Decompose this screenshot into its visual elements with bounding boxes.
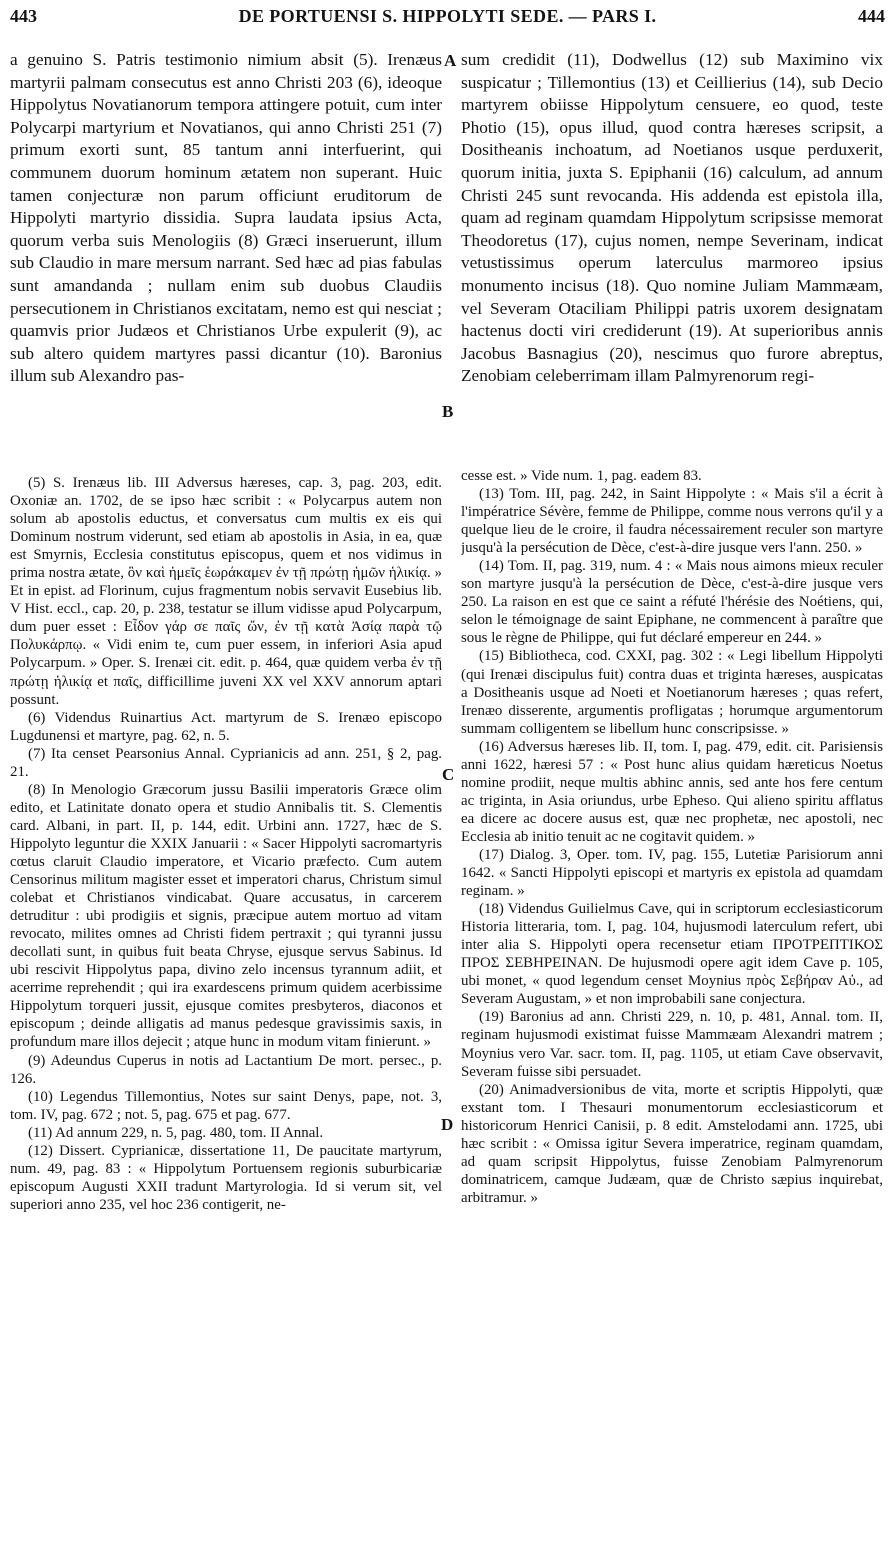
footnote-8: (8) In Menologio Græcorum jussu Basilii imperatoris Græce olim edito, et Latinitate donato opera et studio Annibalis tit. S. Clementis card. Albani, in part. II, p. 144, edit. Urbini ann. 1727, hæc de S. Hippolyto leguntur die XXIX Januarii : « Sacer Hippolyti sacromartyris cœtus claruit Claudio imperatore, et Vicario præfecto. Cum autem Censorinus militum magister esset et imperatori charus, Christum simul colebat et Christianos vindicabat. Quare accusatus, in carcerem detruditur : ubi prodigiis et signis, præcipue autem mortuo ad vitam revocato, milites omnes ad Christi fidem pertraxit ; qui tyranni jussu decollati sunt, in quibus fuit beata Chryse, ejusque servus Sabinus. Id ubi rescivit Hippolytus papa, divino zelo incensus tyrannum adiit, et acerrime reprehendit ; qui ira exardescens primum quidem acerbissime Hippolytum torqueri jussit, ejusque comites presbyteros, diaconos et episcopum ; deinde alligatis ad manus pedesque gravissimis saxis, in profundum mare illos dejecit ; atque hunc in modum vitam finierunt. » bbox=[10, 781, 442, 1051]
margin-letter-b: B bbox=[442, 402, 454, 421]
main-text-left: a genuino S. Patris testimonio nimium absit (5). Irenæus martyrii palmam consecutus est anno Christi 203 (6), ideoque Hippolytus Novatianorum tempora attingere potuit, cum inter Polycarpi martyrium et Novatianos, qui anno Christi 251 (7) primum exorti sunt, 85 tantum anni interfuerint, qui communem duorum hominum ætatem non superant. Huic tamen conjecturæ non parum officiunt eruditorum de Hippolyti martyrio dissidia. Supra laudata ipsius Acta, quorum verba suis Menologiis (8) Græci inseruerunt, illum sub Claudio in mare mersum narrant. Sed hæc ad pias fabulas sunt amandanda ; nullam enim sub duobus Claudiis persecutionem in Christianos excitatam, nemo est qui nesciat ; quamvis prior Judæos et Christianos Urbe expulerit (9), ac sub altero quidem martyres passi dicantur (10). Baronius illum sub Alexandro pas- bbox=[10, 50, 442, 386]
page-number-right: 444 bbox=[858, 6, 885, 26]
footnote-14: (14) Tom. II, pag. 319, num. 4 : « Mais nous aimons mieux reculer son martyre jusqu'à la persécution de Dèce, c'est-à-dire jusque vers 250. La raison en est que ce saint a réfuté l'hérésie des Noétiens, qui, selon le témoignage de saint Epiphane, ne commencent à paraître que sous le règne de Philippe, qui fut déclaré empereur en 244. » bbox=[461, 558, 883, 647]
footnote-20: (20) Animadversionibus de vita, morte et scriptis Hippolyti, quæ exstant tom. I Thesauri monumentorum ecclesiasticorum et historicorum Henrici Canisii, p. 8 edit. Amstelodami ann. 1725, ubi hæc scribit : « Omissa igitur Severa imperatrice, reginam quamdam, ad quam scripsit Hippolytus, fuisse Zenobiam Palmyrenorum dominatricem, camque Judæam, quæ de Christo sæpius inquirebat, arbitramur. » bbox=[461, 1081, 883, 1206]
margin-letter-a: A bbox=[444, 51, 457, 70]
footnote-17: (17) Dialog. 3, Oper. tom. IV, pag. 155, Lutetiæ Parisiorum anni 1642. « Sancti Hippolyti episcopi et martyris ex epistola ad quamdam reginam. » bbox=[461, 846, 883, 900]
footnote-7: (7) Ita censet Pearsonius Annal. Cyprianicis ad ann. 251, § 2, pag. 21. bbox=[10, 745, 442, 780]
main-text-right-column bbox=[461, 49, 883, 454]
footnote-13: (13) Tom. III, pag. 242, in Saint Hippolyte : « Mais s'il a écrit à l'impératrice Sévère, femme de Philippe, comme nous verrons qu'il y a quelque lieu de le croire, il faudra nécessairement reculer son martyre jusqu'à la persécution de Dèce, c'est-à-dire jusque vers l'ann. 250. » bbox=[461, 486, 883, 557]
running-header bbox=[10, 4, 885, 34]
main-text-left-column bbox=[10, 49, 442, 454]
footnote-12-continued: cesse est. » Vide num. 1, pag. eadem 83. bbox=[461, 468, 702, 484]
footnote-6: (6) Videndus Ruinartius Act. martyrum de S. Irenæo episcopo Lugdunensi et martyre, pag. 62, n. 5. bbox=[10, 709, 442, 744]
margin-letter-d: D bbox=[441, 1115, 454, 1134]
footnote-9: (9) Adeundus Cuperus in notis ad Lactantium De mort. persec., p. 126. bbox=[10, 1052, 442, 1087]
footnote-5: (5) S. Irenæus lib. III Adversus hæreses, cap. 3, pag. 203, edit. Oxoniæ an. 1702, de se ipso hæc scribit : « Polycarpus autem non solum ab apostolis eductus, et conversatus cum multis ex eis qui Dominum nostrum viderunt, sed etiam ab apostolis in Asia, in ea, quæ est Smyrnis, Ecclesia constitutus episcopus, quem et nos vidimus in prima nostra ætate, ὃν καὶ ἡμεῖς ἑωράκαμεν ἐν τῇ πρώτῃ ἡμῶν ἡλικίᾳ. » Et in epist. ad Florinum, cujus fragmentum nobis servavit Eusebius lib. V Hist. eccl., cap. 20, p. 238, testatur se illum vidisse apud Polycarpum, dum puer esset : Εἶδον γάρ σε παῖς ὤν, ἐν τῇ κατὰ Ἀσίᾳ παρὰ τῷ Πολυκάρπῳ. « Vidi enim te, cum puer essem, in inferiori Asia apud Polycarpum. » Oper. S. Irenæi cit. edit. p. 464, quæ quidem verba ἐν τῇ πρώτῃ ἡλικίᾳ et παῖς, difficillime juveni XX vel XXV annorum aptari possunt. bbox=[10, 475, 442, 708]
footnote-11: (11) Ad annum 229, n. 5, pag. 480, tom. II Annal. bbox=[28, 1124, 324, 1141]
footnote-12: (12) Dissert. Cyprianicæ, dissertatione 11, De paucitate martyrum, num. 49, pag. 83 : « Hippolytum Portuensem regionis suburbicariæ episcopum Augusti XXII tradunt Martyrologia. Id si verum sit, vel superiori anno 235, vel hoc 236 contigerit, ne- bbox=[10, 1142, 442, 1213]
footnote-16: (16) Adversus hæreses lib. II, tom. I, pag. 479, edit. cit. Parisiensis anni 1622, hæresi 57 : « Post hunc alius quidam hæreticus Noetus nomine prodiit, neque multis abhinc annis, sed ante hos fere centum ac triginta, in Asia oriundus, urbe Epheso. Qui alieno spiritu afflatus ea dicere ac docere ausus est, quæ nec prophetæ, nec apostoli, nec Ecclesia ab initio tenuit ac ne cogitavit quidem. » bbox=[461, 738, 883, 845]
footnotes-right-column bbox=[461, 467, 883, 1539]
page-number-left: 443 bbox=[10, 6, 37, 26]
running-title: DE PORTUENSI S. HIPPOLYTI SEDE. — PARS I. bbox=[238, 6, 657, 26]
footnote-18: (18) Videndus Guilielmus Cave, qui in scriptorum ecclesiasticorum Historia litteraria, tom. I, pag. 104, hujusmodi laterculum refert, ubi inter alia S. Hippolyti opera recensetur etiam ΠΡΟΤΡΕΠΤΙΚΟΣ ΠΡΟΣ ΣΕΒΗΡΕΙΝΑΝ. De hujusmodi opere agit idem Cave p. 105, ubi monet, « quod legendum censet Moynius πρὸς Σεβήραν Αὐ., ad Severam Augustam, » et non improbabili sane conjectura. bbox=[461, 901, 883, 1008]
footnote-15: (15) Bibliotheca, cod. CXXI, pag. 302 : « Legi libellum Hippolyti (qui Irenæi discipulus fuit) contra duas et triginta hæreses, auspicatas a Dositheanis usque ad Noeti et Noetianorum hæreses ; quas refert, Irenæo disserente, argumentis profligatas ; horumque argumentorum summam colligentem se libellum hunc conscripsisse. » bbox=[461, 648, 883, 737]
footnotes-left-column bbox=[10, 474, 442, 1546]
footnote-10: (10) Legendus Tillemontius, Notes sur saint Denys, pape, not. 3, tom. IV, pag. 672 ; not. 5, pag. 675 et pag. 677. bbox=[10, 1088, 442, 1123]
margin-letter-c: C bbox=[442, 765, 455, 784]
footnote-19: (19) Baronius ad ann. Christi 229, n. 10, p. 481, Annal. tom. II, reginam hujusmodi existimat fuisse Mammæam Alexandri matrem ; Moynius vero Var. sacr. tom. II, pag. 1105, ut etiam Cave observavit, Severam fuisse sibi persuadet. bbox=[461, 1009, 883, 1080]
main-text-right: sum credidit (11), Dodwellus (12) sub Maximino vix suspicatur ; Tillemontius (13) et Ceillierius (14), sub Decio martyrem obiisse Hippolytum censuere, eo quod, teste Photio (15), opus illud, quod contra hæreses scripsit, a Dositheanis inchoatum, ad Noetianos usque perduxerit, quorum initia, juxta S. Epiphanii (16) calculum, ad annum Christi 245 sunt revocanda. His addenda est epistola illa, quam ad reginam quamdam Hippolytum scripsisse memorat Theodoretus (17), cujus nomen, nempe Severinam, indicat vetustissimus operum laterculus marmoreo ipsius monumento incisus (18). Quo nomine Juliam Mammæam, vel Severam Otaciliam Philippi patris uxorem designatam hactenus docti viri crediderunt (19). At superioribus annis Jacobus Basnagius (20), nescimus quo furore abreptus, Zenobiam celeberrimam illam Palmyrenorum regi- bbox=[461, 50, 883, 386]
